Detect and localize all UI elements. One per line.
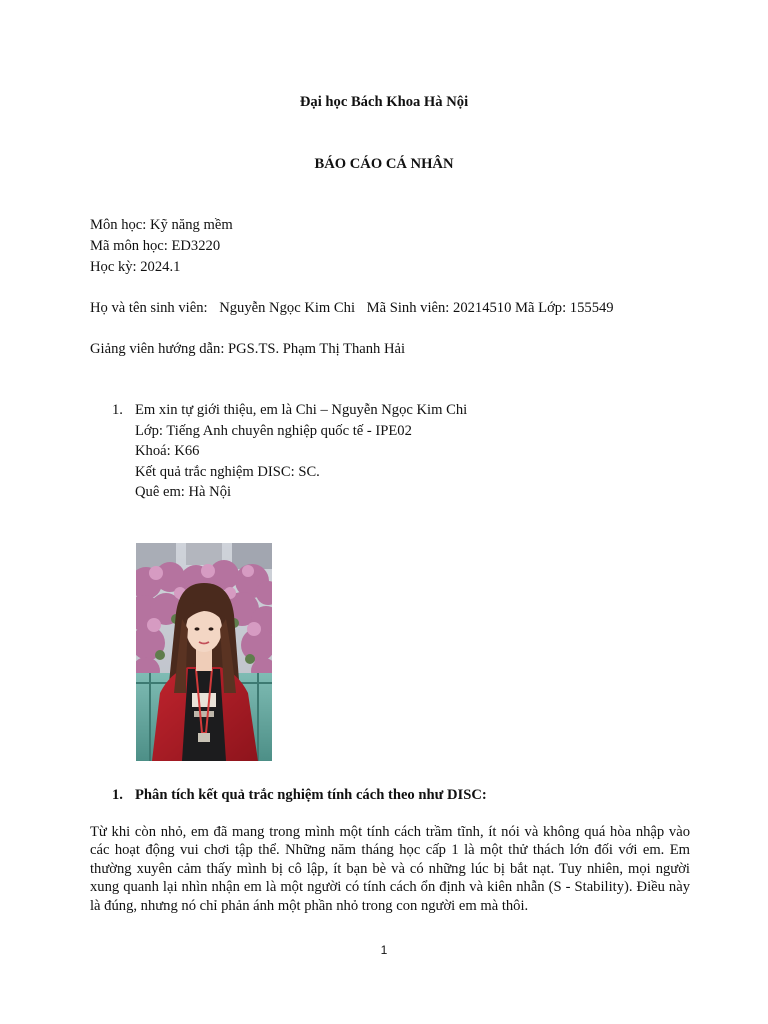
class-code-value: 155549 xyxy=(569,300,614,316)
subject-code-line: Mã môn học: ED3220 xyxy=(90,238,221,254)
student-id-value: 20214510 xyxy=(453,300,512,316)
analysis-list-number: 1. xyxy=(112,787,123,803)
analysis-heading: Phân tích kết quả trắc nghiệm tính cách theo như DISC: xyxy=(135,787,487,803)
analysis-paragraph: Từ khi còn nhỏ, em đã mang trong mình một tính cách trầm tĩnh, ít nói và không quá hòa nhập vào các hoạt động vui chơi tập thể. Những năm tháng học cấp 1 là một thử thách lớn đối với em. Em thường xuyên cảm thấy mình bị cô lập, ít bạn bè và có những lúc bị bắt nạt. Tuy nhiên, mọi người xung quanh lại nhìn nhận em là một người có tính cách ổn định và kiên nhẫn (S - Stability). Điều này là đúng, nhưng nó chỉ phản ánh một phần nhỏ trong con người em mà thôi. xyxy=(90,824,690,914)
intro-list-number: 1. xyxy=(112,402,123,418)
page-number: 1 xyxy=(380,943,388,957)
class-code-label: Mã Lớp: xyxy=(515,300,567,316)
student-id-label: Mã Sinh viên: xyxy=(366,300,450,316)
student-name-value: Nguyễn Ngọc Kim Chi xyxy=(219,300,355,316)
intro-line: Quê em: Hà Nội xyxy=(135,484,232,500)
intro-line: Khoá: K66 xyxy=(135,443,200,459)
university-name: Đại học Bách Khoa Hà Nội xyxy=(299,94,469,110)
report-title: BÁO CÁO CÁ NHÂN xyxy=(314,156,454,172)
student-info-line xyxy=(90,298,614,319)
subject-line: Môn học: Kỹ năng mềm xyxy=(90,217,233,233)
intro-line: Kết quả trắc nghiệm DISC: SC. xyxy=(135,464,320,480)
semester-line: Học kỳ: 2024.1 xyxy=(90,259,181,275)
supervisor-line: Giảng viên hướng dẫn: PGS.TS. Phạm Thị Thanh Hải xyxy=(90,341,406,357)
intro-line: Lớp: Tiếng Anh chuyên nghiệp quốc tế - IPE02 xyxy=(135,423,412,439)
student-name-label: Họ và tên sinh viên: xyxy=(90,300,208,316)
intro-line: Em xin tự giới thiệu, em là Chi – Nguyễn Ngọc Kim Chi xyxy=(135,402,468,418)
student-photo xyxy=(136,543,272,761)
